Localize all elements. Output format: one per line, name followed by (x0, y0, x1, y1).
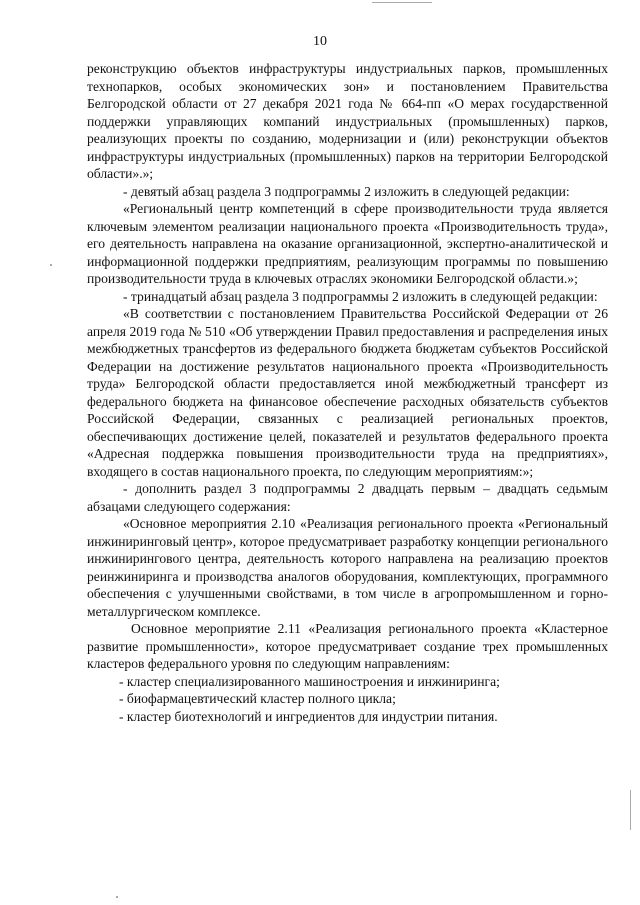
list-item-cluster-biopharma: - биофармацевтический кластер полного цикла; (119, 691, 396, 706)
page-number: 10 (313, 34, 327, 49)
paragraph-amendment-add: - дополнить раздел 3 подпрограммы 2 двадцать первым – двадцать седьмым абзацами следующего содержания: (87, 481, 608, 514)
scan-artifact-right-edge (630, 790, 631, 830)
scan-artifact-bottom-dot (116, 896, 118, 898)
document-body (87, 60, 608, 725)
paragraph-amendment-13: - тринадцатый абзац раздела 3 подпрограммы 2 изложить в следующей редакции: (123, 288, 598, 304)
paragraph-measure-2-10: «Основное мероприятия 2.10 «Реализация регионального проекта «Региональный инжиниринговый центр», которое предусматривает разработку концепции регионального инжинирингового центра, деятельность которого направлена на реализацию проектов реинжиниринга и производства аналогов оборудования, комплектующих, программного обеспечения с улучшенными свойствами, в том числе в агропромышленном и горно-металлургическом комплексе. (87, 516, 608, 619)
scan-artifact-top (372, 2, 432, 3)
scan-artifact-left-dot (50, 264, 52, 266)
paragraph-amendment-9: - девятый абзац раздела 3 подпрограммы 2 изложить в следующей редакции: (123, 183, 570, 199)
paragraph-quote-competence-center: «Региональный центр компетенций в сфере производительности труда является ключевым элементом реализации национального проекта «Производительность труда», его деятельность направлена на оказание организационной, экспертно-аналитической и информационной поддержки предприятиям, реализующим программы по повышению производительности труда в ключевых отраслях экономики Белгородской области.»; (87, 201, 608, 286)
list-item-cluster-biotech: - кластер биотехнологий и ингредиентов для индустрии питания. (119, 708, 498, 724)
paragraph-measure-2-11: Основное мероприятие 2.11 «Реализация регионального проекта «Кластерное развитие промышленности», которое предусматривает создание трех промышленных кластеров федерального уровня по следующим направлениям: (87, 621, 608, 671)
paragraph-continuation: реконструкцию объектов инфраструктуры индустриальных парков, промышленных технопарков, особых экономических зон» и постановлением Правительства Белгородской области от 27 декабря 2021 года № 664-пп «О мерах государственной поддержки управляющих компаний индустриальных (промышленных) парков, реализующих проекты по созданию, модернизации и (или) реконструкции объектов инфраструктуры индустриальных (промышленных) парков на территории Белгородской области».»; (87, 61, 608, 181)
paragraph-quote-transfer: «В соответствии с постановлением Правительства Российской Федерации от 26 апреля 2019 года № 510 «Об утверждении Правил предоставления и распределения иных межбюджетных трансфертов из федерального бюджета бюджетам субъектов Российской Федерации на достижение результатов национального проекта «Производительность труда» Белгородской области предоставляется иной межбюджетный трансферт из федерального бюджета на финансовое обеспечение расходных обязательств субъектов Российской Федерации, связанных с реализацией региональных проектов, обеспечивающих достижение целей, показателей и результатов федерального проекта «Адресная поддержка повышения производительности труда на предприятиях», входящего в состав национального проекта, по следующим мероприятиям:»; (87, 306, 608, 479)
list-item-cluster-machinery: - кластер специализированного машиностроения и инжиниринга; (119, 673, 500, 689)
